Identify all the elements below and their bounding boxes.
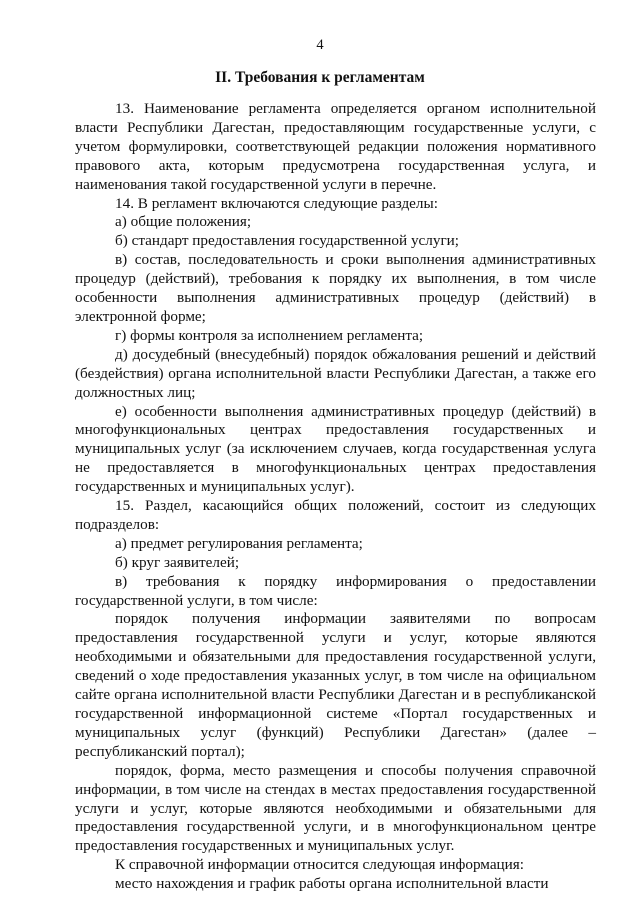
paragraph-15: 15. Раздел, касающийся общих положений, состоит из следующих подразделов: (75, 497, 596, 533)
list-item: а) общие положения; (115, 213, 252, 231)
document-body (75, 100, 596, 894)
list-item: г) формы контроля за исполнением регламента; (115, 326, 424, 344)
list-item: а) предмет регулирования регламента; (115, 534, 363, 552)
sub-paragraph: порядок, форма, место размещения и способы получения справочной информации, в том числе на стендах в местах предоставления государственной услуги и услуг, которые являются необходимыми и обязательными для предоставления государственной услуги, и в многофункциональном центре предоставления государственных и муниципальных услуг. (75, 761, 596, 855)
list-item: в) требования к порядку информирования о предоставлении государственной услуги, в том числе: (75, 572, 596, 609)
sub-paragraph: место нахождения и график работы органа исполнительной власти (115, 875, 549, 893)
page-number: 4 (316, 37, 324, 53)
list-item: б) стандарт предоставления государственной услуги; (115, 232, 460, 250)
list-item: д) досудебный (внесудебный) порядок обжалования решений и действий (бездействия) органа исполнительной власти Республики Дагестан, а также его должностных лиц; (75, 345, 596, 401)
section-heading: II. Требования к регламентам (215, 69, 425, 86)
sub-paragraph: порядок получения информации заявителями по вопросам предоставления государственной услуги и услуг, которые являются необходимыми и обязательными для предоставления государственной услуги, сведений о ходе предоставления указанных услуг, в том числе на официальном сайте органа исполнительной власти Республики Дагестан и в республиканской государственной информационной системе «Портал государственных и муниципальных услуг (функций) Республики Дагестан» (далее – республиканский портал); (75, 610, 596, 760)
paragraph-14: 14. В регламент включаются следующие разделы: (115, 194, 438, 212)
list-item: б) круг заявителей; (115, 553, 240, 571)
list-item: е) особенности выполнения административных процедур (действий) в многофункциональных центрах предоставления государственных и муниципальных услуг (за исключением случаев, когда государственная услуга не предоставляется в многофункциональных центрах предоставления государственных и муниципальных услуг). (75, 402, 596, 496)
paragraph-13: 13. Наименование регламента определяется органом исполнительной власти Республики Дагестан, предоставляющим государственные услуги, с учетом формулировки, соответствующей редакции положения нормативного правового акта, которым предусмотрена государственная услуга, и наименования такой государственной услуги в перечне. (75, 100, 596, 193)
sub-paragraph: К справочной информации относится следующая информация: (115, 856, 525, 874)
list-item: в) состав, последовательность и сроки выполнения административных процедур (действий), требования к порядку их выполнения, в том числе особенности выполнения административных процедур (действий) в электронной форме; (75, 251, 596, 325)
